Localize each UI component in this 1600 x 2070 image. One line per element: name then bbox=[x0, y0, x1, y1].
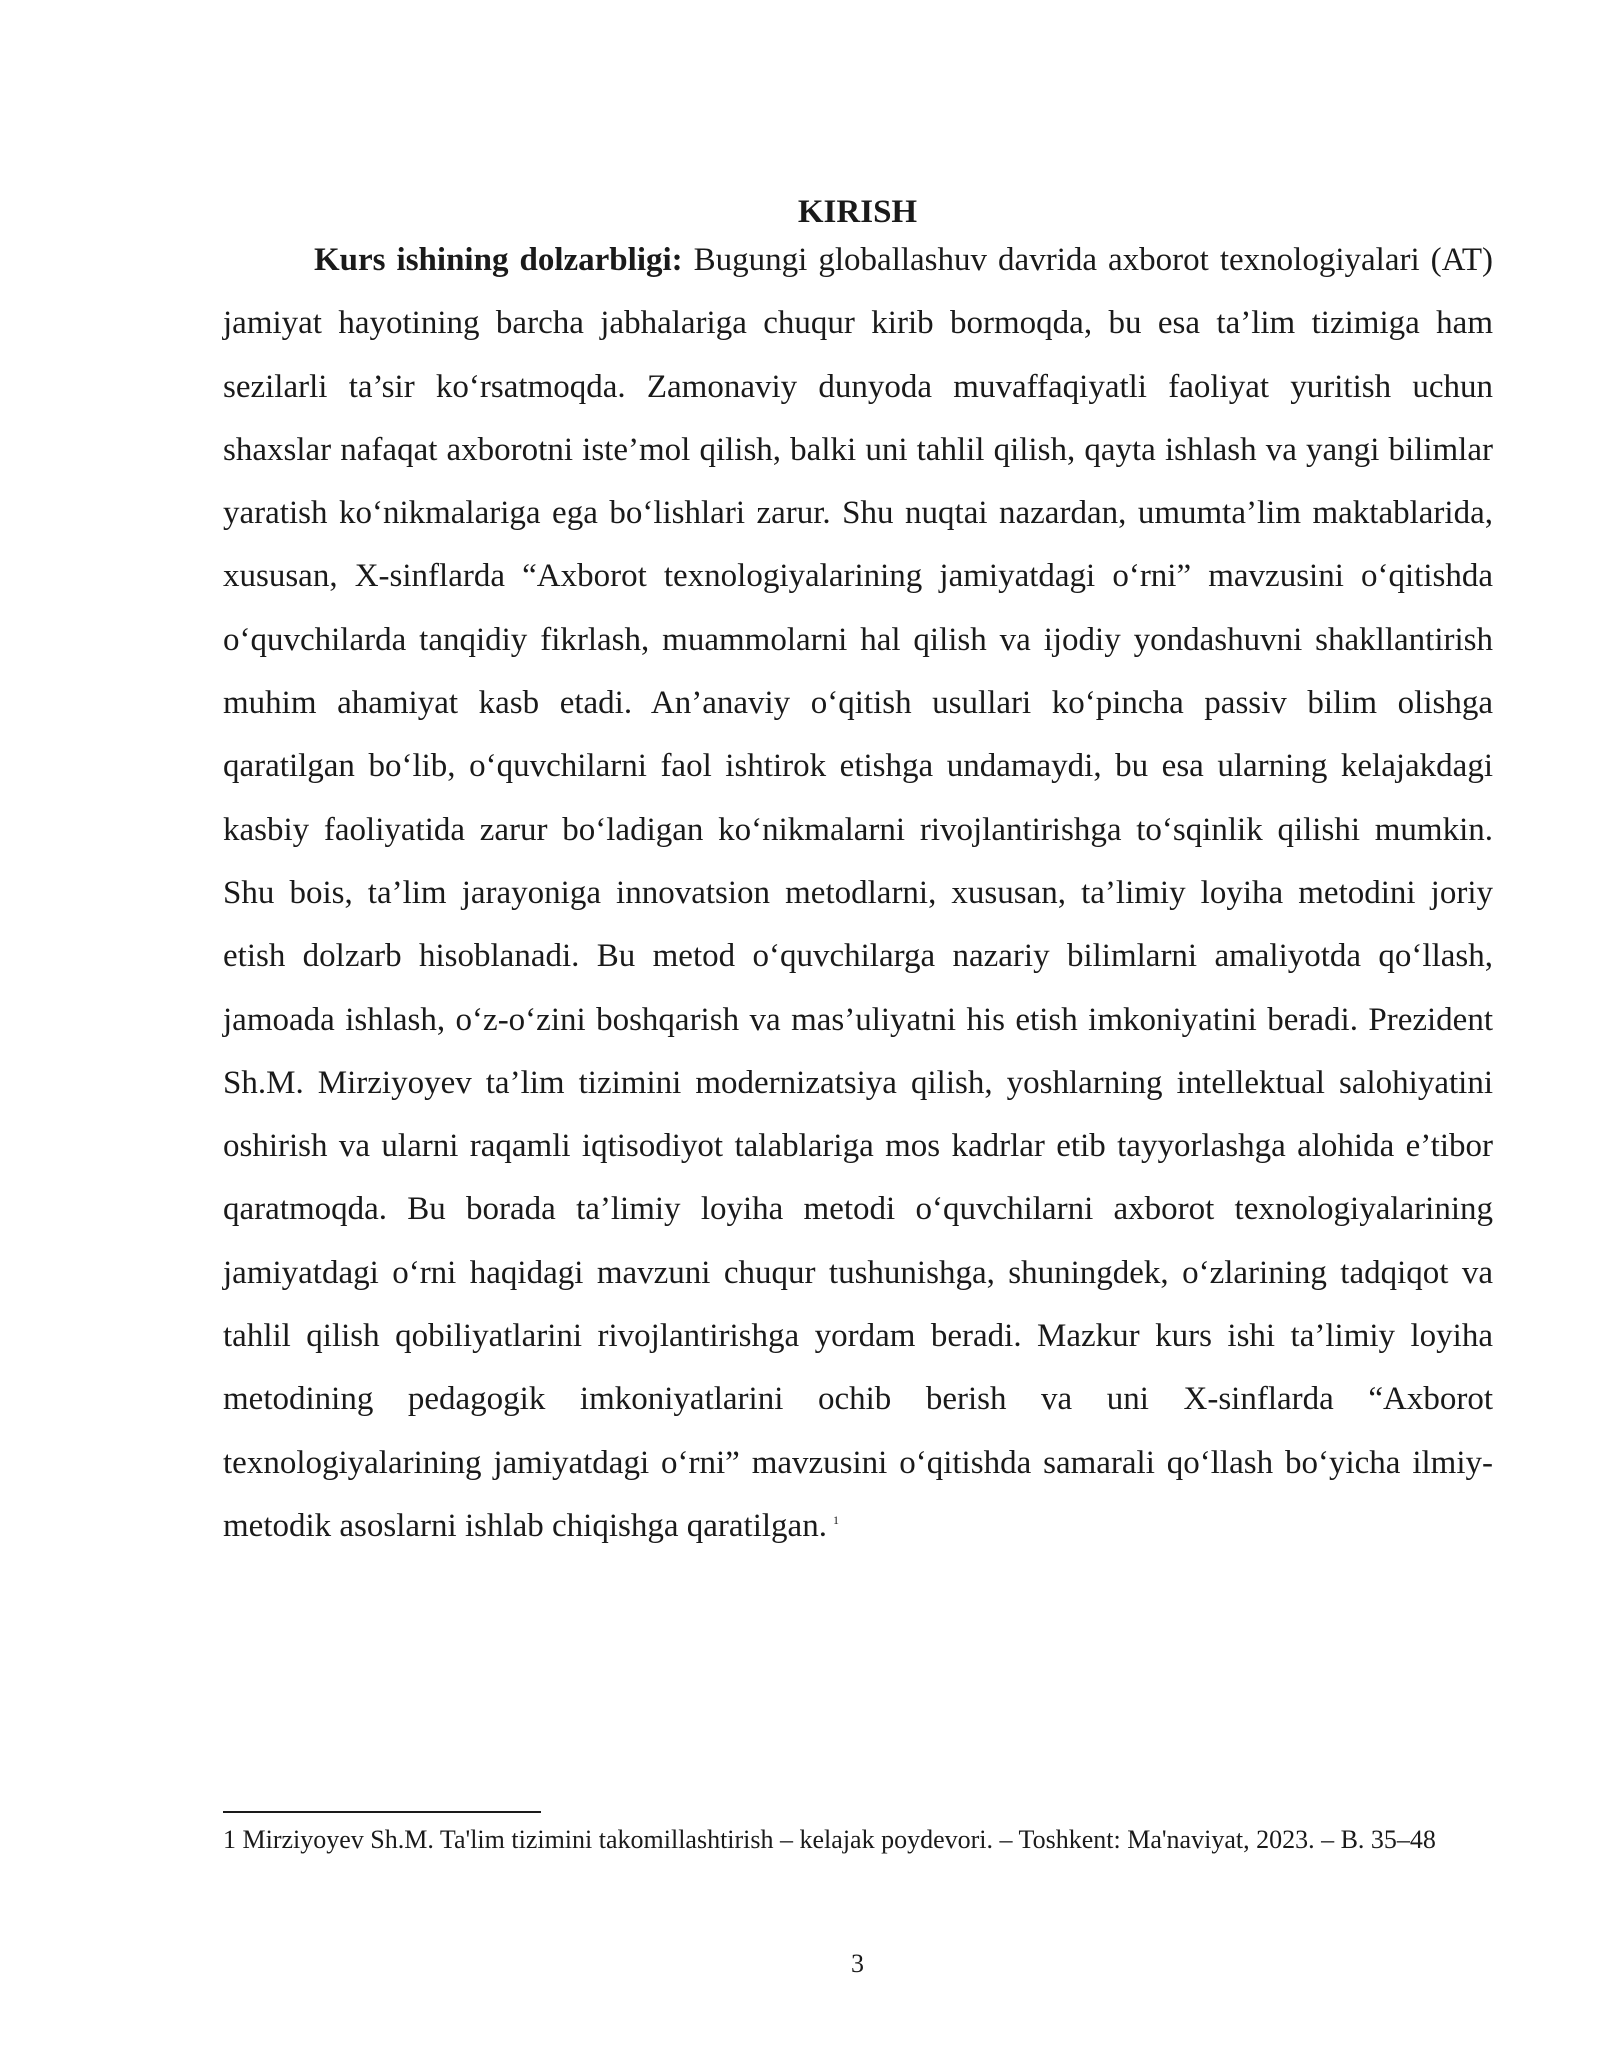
footnote bbox=[223, 1822, 1493, 1857]
footnote-separator bbox=[223, 1811, 541, 1813]
body-paragraph bbox=[223, 229, 1493, 1558]
footnote-reference[interactable]: 1 bbox=[832, 1512, 839, 1527]
paragraph-lead: Kurs ishining dolzarbligi: bbox=[314, 242, 683, 278]
section-title: KIRISH bbox=[797, 194, 918, 230]
paragraph-text: Bugungi globallashuv davrida axborot texnologiyalari (AT) jamiyat hayotining barcha jabhalariga chuqur kirib bormoqda, bu esa ta’lim tizimiga ham sezilarli ta’sir ko‘rsatmoqda. Zamonaviy dunyoda muvaffaqiyatli faoliyat yuritish uchun shaxslar nafaqat axborotni iste’mol qilish, balki uni tahlil qilish, qayta ishlash va yangi bilimlar yaratish ko‘nikmalariga ega bo‘lishlari zarur. Shu nuqtai nazardan, umumta’lim maktablarida, xususan, X-sinflarda “Axborot texnologiyalarining jamiyatdagi o‘rni” mavzusini o‘qitishda o‘quvchilarda tanqidiy fikrlash, muammolarni hal qilish va ijodiy yondashuvni shakllantirish muhim ahamiyat kasb etadi. An’anaviy o‘qitish usullari ko‘pincha passiv bilim olishga qaratilgan bo‘lib, o‘quvchilarni faol ishtirok etishga undamaydi, bu esa ularning kelajakdagi kasbiy faoliyatida zarur bo‘ladigan ko‘nikmalarni rivojlantirishga to‘sqinlik qilishi mumkin. Shu bois, ta’lim jarayoniga innovatsion metodlarni, xususan, ta’limiy loyiha metodini joriy etish dolzarb hisoblanadi. Bu metod o‘quvchilarga nazariy bilimlarni amaliyotda qo‘llash, jamoada ishlash, o‘z-o‘zini boshqarish va mas’uliyatni his etish imkoniyatini beradi. Prezident Sh.M. Mirziyoyev ta’lim tizimini modernizatsiya qilish, yoshlarning intellektual salohiyatini oshirish va ularni raqamli iqtisodiyot talablariga mos kadrlar etib tayyorlashga alohida e’tibor qaratmoqda. Bu borada ta’limiy loyiha metodi o‘quvchilarni axborot texnologiyalarining jamiyatdagi o‘rni haqidagi mavzuni chuqur tushunishga, shuningdek, o‘zlarining tadqiqot va tahlil qilish qobiliyatlarini rivojlantirishga yordam beradi. Mazkur kurs ishi ta’limiy loyiha metodining pedagogik imkoniyatlarini ochib berish va uni X-sinflarda “Axborot texnologiyalarining jamiyatdagi o‘rni” mavzusini o‘qitishda samarali qo‘llash bo‘yicha ilmiy-metodik asoslarni ishlab chiqishga qaratilgan. bbox=[223, 242, 1493, 1544]
footnote-number: 1 bbox=[223, 1825, 236, 1854]
footnote-text: Mirziyoyev Sh.M. Ta'lim tizimini takomillashtirish – kelajak poydevori. – Toshkent: Ma'naviyat, 2023. – B. 35–48 bbox=[242, 1825, 1436, 1854]
page-number: 3 bbox=[851, 1949, 864, 1978]
